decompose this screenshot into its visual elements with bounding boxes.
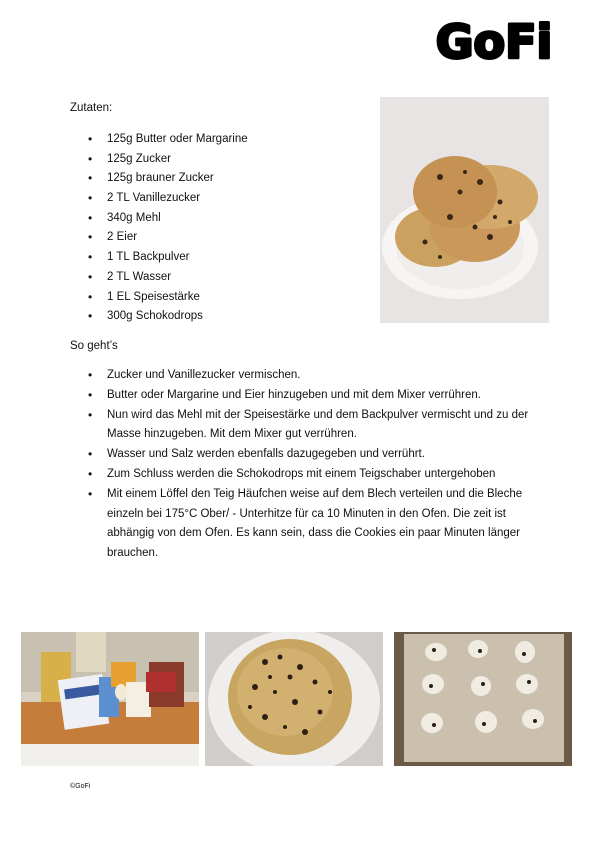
ingredient-item: • 2 TL Wasser [70,268,360,288]
footer-copyright: ©GoFi [70,783,91,790]
ingredient-item: • 1 EL Speisestärke [70,288,360,308]
ingredient-item: • 2 TL Vanillezucker [70,189,360,209]
steps-list [70,366,530,564]
step-item: • Butter oder Margarine und Eier hinzugeben und mit dem Mixer verrühren. [70,386,530,406]
step-item: • Zum Schluss werden die Schokodrops mit einem Teigschaber untergehoben [70,465,530,485]
ingredients-list [70,130,360,327]
logo-text: GoFi [435,15,553,68]
ingredients-photo [21,632,199,766]
ingredient-item: • 2 Eier [70,228,360,248]
ingredient-item: • 125g Zucker [70,150,360,170]
ingredient-item: • 340g Mehl [70,209,360,229]
ingredients-heading: Zutaten: [70,102,113,114]
step-item: • Zucker und Vanillezucker vermischen. [70,366,530,386]
gofi-logo [430,12,558,68]
ingredient-item: • 125g brauner Zucker [70,169,360,189]
dough-photo [205,632,383,766]
steps-heading: So geht’s [70,340,118,352]
step-item: • Nun wird das Mehl mit der Speisestärke und dem Backpulver vermischt und zu der Masse hinzugeben. Mit dem Mixer gut verrühren. [70,406,530,446]
cookies-photo [380,97,549,323]
ingredient-item: • 1 TL Backpulver [70,248,360,268]
step-item: • Wasser und Salz werden ebenfalls dazugegeben und verrührt. [70,445,530,465]
step-item: • Mit einem Löffel den Teig Häufchen weise auf dem Blech verteilen und die Bleche einzeln bei 175°C Ober/ - Unterhitze für ca 10 Minuten in den Ofen. Die zeit ist abhängig von dem Ofen. Es kann sein, dass die Cookies ein paar Minuten länger brauchen. [70,485,530,564]
baking-tray-photo [394,632,572,766]
ingredient-item: • 300g Schokodrops [70,307,360,327]
ingredient-item: • 125g Butter oder Margarine [70,130,360,150]
